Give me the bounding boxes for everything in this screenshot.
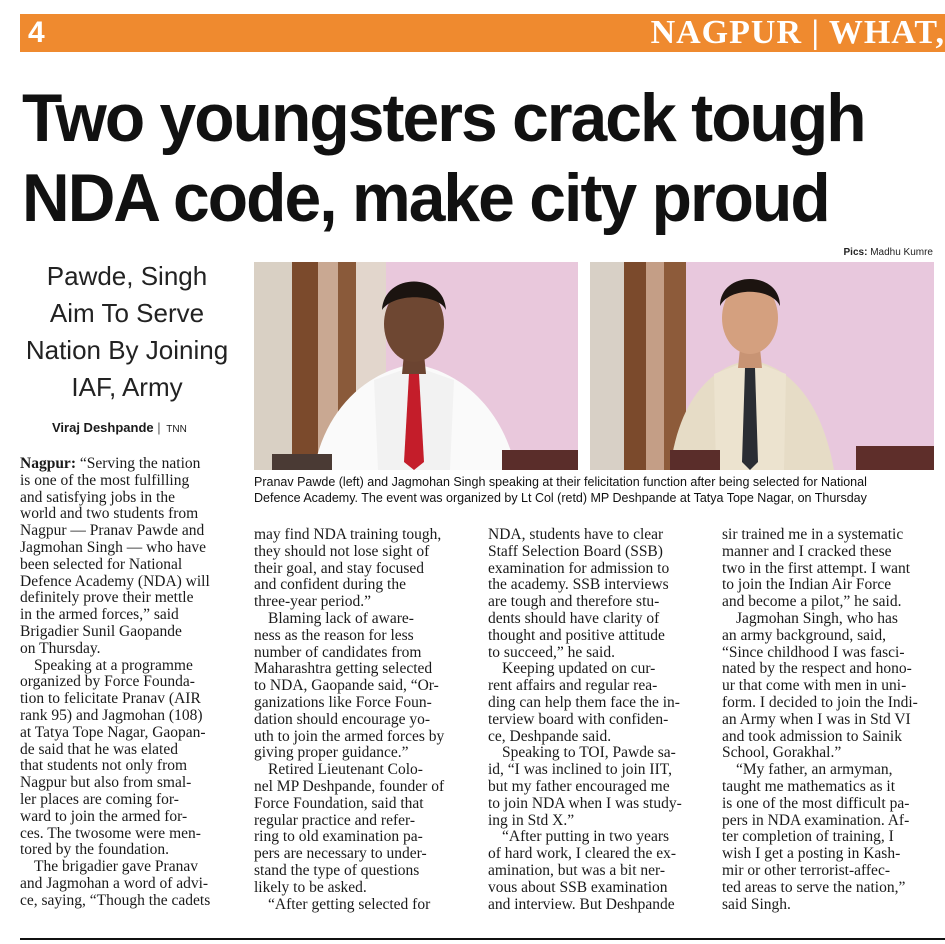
article-line: de said that he was elated — [20, 740, 178, 758]
article-line: mir or other terrorist-affec- — [722, 861, 890, 879]
article-line: taught me mathematics as it — [722, 777, 896, 795]
caption-line: Pranav Pawde (left) and Jagmohan Singh speaking at their felicitation function after being selected for National — [254, 475, 867, 489]
article-line: tored by the foundation. — [20, 841, 169, 859]
headline-line-1: Two youngsters crack tough — [22, 80, 865, 156]
article-line: Brigadier Sunil Gaopande — [20, 622, 182, 640]
article-line: NDA, students have to clear — [488, 526, 664, 543]
byline-agency: TNN — [166, 424, 187, 435]
article-line: that students not only from — [20, 757, 188, 775]
article-line: thought and positive attitude — [488, 626, 665, 644]
article-line: they should not lose sight of — [254, 542, 430, 560]
article-line: ring to old examination pa- — [254, 828, 423, 846]
article-line: the academy. SSB interviews — [488, 576, 669, 594]
article-line: Nagpur — Pranav Pawde and — [20, 522, 205, 540]
article-column-1 — [20, 456, 210, 910]
photo-credit-name: Madhu Kumre — [870, 247, 933, 258]
article-line: ward to join the armed for- — [20, 807, 188, 825]
article-line: rent affairs and regular rea- — [488, 677, 658, 695]
article-line: giving proper guidance.” — [254, 744, 409, 762]
article-line: form. I decided to join the Indi- — [722, 693, 918, 711]
article-line: definitely prove their mettle — [20, 589, 194, 607]
article-column-3 — [488, 527, 682, 913]
article-column-4 — [722, 527, 918, 913]
article-line: manner and I cracked these — [722, 542, 892, 560]
caption-line: Defence Academy. The event was organized by Lt Col (retd) MP Deshpande at Tatya Tope Nagar, on Thursday — [254, 491, 867, 505]
article-line: and took admission to Sainik — [722, 727, 902, 745]
article-line: pers in NDA examination. Af- — [722, 811, 910, 829]
article-line: Retired Lieutenant Colo- — [268, 761, 423, 779]
photo-jagmohan-singh — [590, 262, 934, 470]
article-line: wish I get a posting in Kash- — [722, 845, 901, 863]
article-line: to join NDA when I was study- — [488, 794, 682, 812]
article-line: examination for admission to — [488, 559, 670, 577]
article-line: Nagpur but also from smal- — [20, 774, 192, 792]
article-line: nel MP Deshpande, founder of — [254, 777, 445, 795]
article-line: three-year period.” — [254, 593, 372, 611]
article-line: Blaming lack of aware- — [268, 609, 414, 627]
section-header-bar — [20, 14, 945, 52]
article-line — [20, 456, 210, 473]
article-line: id, “I was inclined to join IIT, — [488, 761, 672, 779]
article-line: said Singh. — [722, 895, 791, 913]
headline — [22, 78, 914, 238]
byline-author: Viraj Deshpande — [52, 420, 154, 435]
article-line: Staff Selection Board (SSB) — [488, 542, 663, 560]
article-line: ce, Deshpande said. — [488, 727, 612, 745]
article-line: and interview. But Deshpande — [488, 895, 675, 913]
deck-line: IAF, Army — [71, 372, 183, 402]
article-line: are tough and therefore stu- — [488, 593, 660, 611]
photo-credit-label: Pics: — [843, 247, 868, 258]
article-line: may find NDA training tough, — [254, 526, 442, 543]
article-line: ce, saying, “Though the cadets — [20, 891, 211, 909]
article-line: is one of the most fulfilling — [20, 471, 190, 489]
article-line: at Tatya Tope Nagar, Gaopan- — [20, 723, 206, 741]
article-line: The brigadier gave Pranav — [34, 858, 198, 876]
article-line: “My father, an armyman, — [736, 761, 893, 779]
article-line: on Thursday. — [20, 639, 101, 657]
article-line: their goal, and stay focused — [254, 559, 425, 577]
article-line: and satisfying jobs in the — [20, 488, 175, 506]
article-line: Keeping updated on cur- — [502, 660, 656, 678]
headline-line-2: NDA code, make city proud — [22, 160, 829, 236]
article-line: tion to felicitate Pranav (AIR — [20, 690, 201, 708]
article-line: but my father encouraged me — [488, 777, 670, 795]
article-line-text: “Serving the nation — [75, 455, 201, 472]
bottom-rule — [20, 938, 945, 940]
article-line: terview board with confiden- — [488, 710, 669, 728]
article-line: ter completion of training, I — [722, 828, 894, 846]
article-line: vous about SSB examination — [488, 878, 668, 896]
article-line: ler places are coming for- — [20, 790, 179, 808]
article-line: of hard work, I cleared the ex- — [488, 845, 677, 863]
article-line: Speaking to TOI, Pawde sa- — [502, 744, 676, 762]
article-line: School, Gorakhal.” — [722, 744, 842, 762]
section-title: NAGPUR | WHAT, — [650, 14, 945, 51]
article-line: dation should encourage yo- — [254, 710, 431, 728]
article-line: amination, but was a bit ner- — [488, 861, 666, 879]
article-line: pers are necessary to under- — [254, 845, 427, 863]
article-line: Speaking at a programme — [34, 656, 193, 674]
article-line: ing in Std X.” — [488, 811, 575, 829]
article-line: “After getting selected for — [268, 895, 431, 913]
deck-subheadline — [18, 258, 236, 406]
deck-line: Aim To Serve — [49, 298, 205, 328]
article-line: uth to join the armed forces by — [254, 727, 445, 745]
article-line: been selected for National — [20, 555, 183, 573]
article-line: two in the first attempt. I want — [722, 559, 911, 577]
article-line: world and two students from — [20, 505, 199, 523]
article-line: ur that come with men in uni- — [722, 677, 907, 695]
article-line: Defence Academy (NDA) will — [20, 572, 210, 590]
article-line: and Jagmohan a word of advi- — [20, 874, 209, 892]
byline: Viraj Deshpande | TNN — [52, 420, 187, 435]
photo-caption — [254, 474, 936, 506]
article-line: number of candidates from — [254, 643, 422, 661]
article-line: Force Foundation, said that — [254, 794, 424, 812]
article-line: to succeed,” he said. — [488, 643, 615, 661]
article-line: ted areas to serve the nation,” — [722, 878, 906, 896]
deck-line: Pawde, Singh — [46, 261, 208, 291]
article-line: dents should have clarity of — [488, 609, 660, 627]
article-line: “Since childhood I was fasci- — [722, 643, 905, 661]
article-line: ding can help them face the in- — [488, 693, 680, 711]
photo-jagmohan-illustration — [590, 262, 934, 470]
article-line: rank 95) and Jagmohan (108) — [20, 706, 203, 724]
article-line: in the armed forces,” said — [20, 606, 179, 624]
article-line: ganizations like Force Foun- — [254, 693, 432, 711]
article-line: “After putting in two years — [502, 828, 670, 846]
article-line: sir trained me in a systematic — [722, 526, 904, 543]
dateline: Nagpur: — [20, 455, 76, 472]
article-line: organized by Force Founda- — [20, 673, 195, 691]
article-line: to NDA, Gaopande said, “Or- — [254, 677, 439, 695]
photo-credit — [844, 247, 934, 258]
article-line: is one of the most difficult pa- — [722, 794, 910, 812]
deck-line: Nation By Joining — [25, 335, 229, 365]
article-line: nated by the respect and hono- — [722, 660, 912, 678]
article-line: ces. The twosome were men- — [20, 824, 201, 842]
page-number: 4 — [28, 16, 45, 49]
article-line: Jagmohan Singh — who have — [20, 538, 206, 556]
article-line: an army background, said, — [722, 626, 886, 644]
article-line: and become a pilot,” he said. — [722, 593, 902, 611]
article-line: ness as the reason for less — [254, 626, 414, 644]
article-line: Jagmohan Singh, who has — [736, 609, 898, 627]
article-line: and confident during the — [254, 576, 406, 594]
photo-pranav-illustration — [254, 262, 578, 470]
photo-pranav-pawde — [254, 262, 578, 470]
article-line: an Army when I was in Std VI — [722, 710, 911, 728]
article-line: Maharashtra getting selected — [254, 660, 433, 678]
article-line: regular practice and refer- — [254, 811, 416, 829]
article-line: likely to be asked. — [254, 878, 367, 896]
article-column-2 — [254, 527, 444, 913]
article-line: stand the type of questions — [254, 861, 420, 879]
article-line: to join the Indian Air Force — [722, 576, 892, 594]
